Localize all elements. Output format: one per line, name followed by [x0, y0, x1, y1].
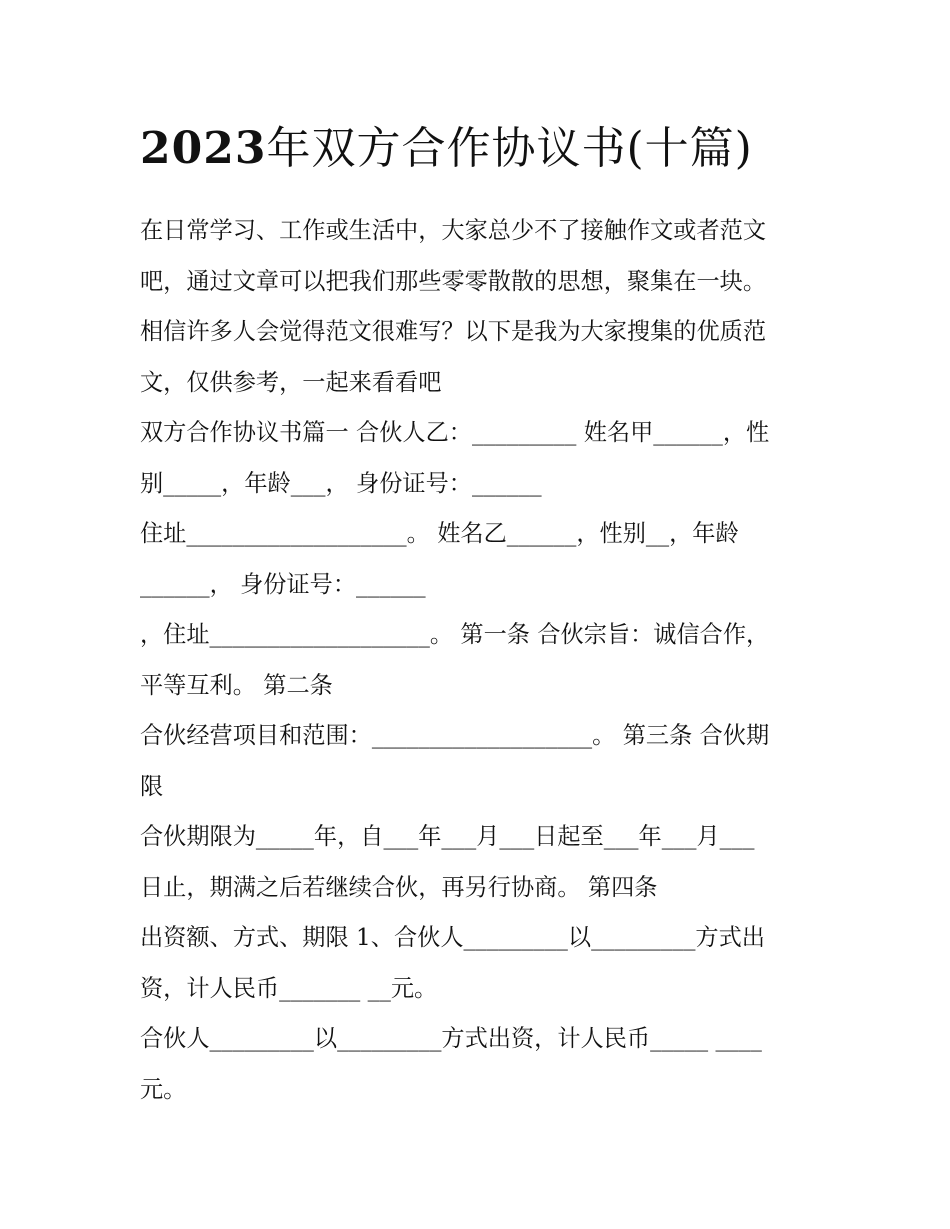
title-year: 2023 — [140, 123, 267, 174]
intro-paragraph — [140, 206, 816, 408]
intro-line: 相信许多人会觉得范文很难写？以下是我为大家搜集的优质范 — [140, 318, 767, 345]
agreement-paragraph-article-3 — [140, 812, 816, 913]
agreement-paragraph-partner-b — [140, 509, 816, 610]
paragraph-line: 出资额、方式、期限 1、合伙人_________以_________方式出 — [140, 924, 765, 951]
agreement-paragraph-parties — [140, 408, 816, 509]
agreement-paragraph-contribution — [140, 1014, 816, 1115]
agreement-paragraph-article-1 — [140, 610, 816, 711]
document-page — [140, 118, 816, 1115]
intro-line: 吧，通过文章可以把我们那些零零散散的思想，聚集在一块。 — [140, 267, 767, 295]
paragraph-line: 别_____，年龄___， 身份证号：______ — [140, 469, 542, 497]
paragraph-line: 资，计人民币_______ __元。 — [140, 974, 438, 1002]
agreement-paragraph-article-4 — [140, 913, 816, 1014]
title-text: 年双方合作协议书(十篇) — [266, 123, 753, 174]
paragraph-line: 合伙人_________以_________方式出资，计人民币_____ ____ — [140, 1025, 762, 1052]
paragraph-line: 日止，期满之后若继续合伙，再另行协商。 第四条 — [140, 873, 658, 901]
paragraph-line: ，住址___________________。 第一条 合伙宗旨：诚信合作， — [140, 621, 770, 648]
document-body — [140, 206, 816, 1115]
paragraph-line: ______， 身份证号：______ — [140, 570, 426, 598]
paragraph-line: 限 — [140, 772, 164, 800]
document-title — [140, 118, 816, 180]
intro-line: 在日常学习、工作或生活中，大家总少不了接触作文或者范文 — [140, 217, 767, 244]
agreement-paragraph-article-2 — [140, 711, 816, 812]
paragraph-line: 元。 — [140, 1075, 187, 1103]
paragraph-line: 住址___________________。 姓名乙______，性别__，年龄 — [140, 520, 739, 547]
intro-line: 文，仅供参考，一起来看看吧 — [140, 368, 442, 396]
paragraph-line: 平等互利。 第二条 — [140, 671, 333, 699]
paragraph-line: 合伙经营项目和范围：___________________。 第三条 合伙期 — [140, 722, 770, 749]
paragraph-line: 合伙期限为_____年，自___年___月___日起至___年___月___ — [140, 823, 755, 850]
paragraph-line: 双方合作协议书篇一 合伙人乙：_________ 姓名甲______，性 — [140, 419, 770, 446]
